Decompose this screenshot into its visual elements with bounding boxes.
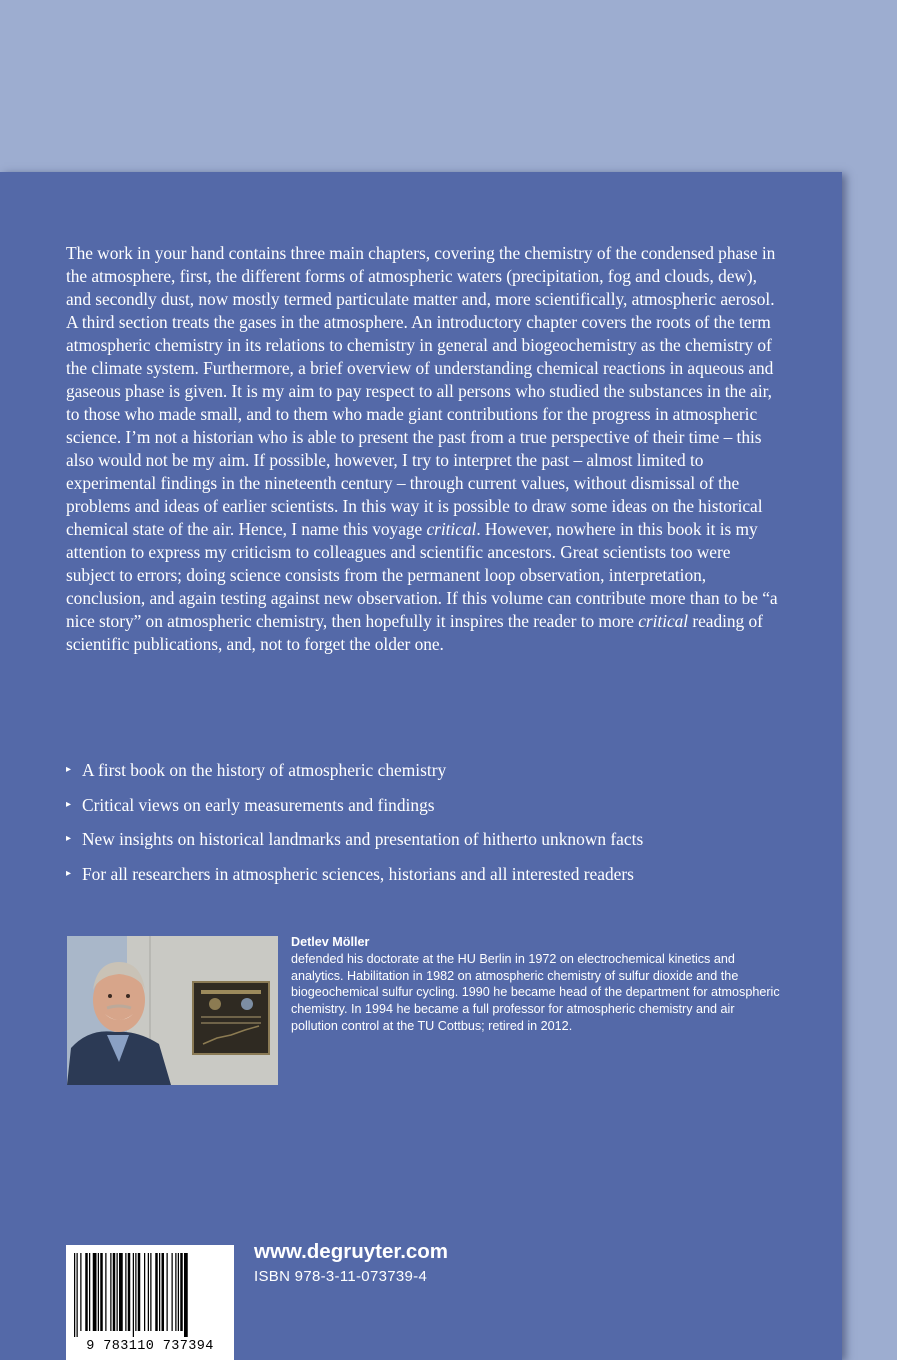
barcode-bar bbox=[172, 1253, 173, 1331]
barcode-bar bbox=[110, 1253, 111, 1331]
barcode-bar bbox=[178, 1253, 179, 1331]
barcode-bar bbox=[100, 1253, 103, 1331]
barcode-bar bbox=[77, 1253, 78, 1337]
barcode-number: 9 783110 737394 bbox=[86, 1339, 214, 1354]
author-name: Detlev Möller bbox=[291, 935, 370, 949]
barcode-bar bbox=[125, 1253, 126, 1331]
barcode-bar bbox=[138, 1253, 141, 1331]
feature-item bbox=[66, 860, 806, 895]
barcode-bar bbox=[133, 1253, 134, 1337]
isbn-text: ISBN 978-3-11-073739-4 bbox=[254, 1268, 428, 1285]
barcode-bar bbox=[113, 1253, 116, 1331]
book-description bbox=[66, 242, 778, 656]
barcode-bars bbox=[74, 1253, 226, 1337]
barcode-bar bbox=[135, 1253, 136, 1331]
barcode-bar bbox=[144, 1253, 145, 1331]
barcode-bar bbox=[85, 1253, 88, 1331]
description-text-3: reading of scientific publications, and, not to forget the older one. bbox=[66, 611, 763, 654]
barcode-bar bbox=[150, 1253, 151, 1331]
barcode-bar bbox=[175, 1253, 176, 1331]
barcode-bar bbox=[117, 1253, 118, 1331]
barcode-bar bbox=[93, 1253, 97, 1331]
barcode-bar bbox=[159, 1253, 160, 1331]
barcode-bar bbox=[162, 1253, 165, 1331]
bullet-triangle-icon: ▸ bbox=[66, 798, 72, 810]
barcode-bar bbox=[128, 1253, 131, 1331]
feature-item-text: Critical views on early measurements and findings bbox=[82, 794, 435, 815]
description-italic-critical-2: critical bbox=[638, 611, 689, 631]
barcode-bar bbox=[98, 1253, 99, 1331]
bullet-triangle-icon: ▸ bbox=[66, 764, 72, 775]
publisher-url[interactable]: www.degruyter.com bbox=[254, 1240, 449, 1263]
feature-item bbox=[66, 791, 806, 826]
barcode-bar bbox=[119, 1253, 123, 1331]
barcode-bar bbox=[74, 1253, 75, 1337]
author-photo bbox=[67, 936, 278, 1085]
description-text-1: The work in your hand contains three main chapters, covering the chemistry of the condensed phase in the atmosphere, first, the different forms of atmospheric waters (precipitation, fog and clouds, dew), and secondly dust, now mostly termed particulate matter and, more scientifically, atmospheric aerosol. A third section treats the gases in the atmosphere. An introductory chapter covers the roots of the term atmospheric chemistry in its relations to chemistry in general and biogeochemistry as the chemistry of the climate system. Furthermore, a brief overview of understanding chemical reactions in aqueous and gaseous phase is given. It is my aim to pay respect to all persons who studied the substances in the air, to those who made small, and to them who made giant contributions for the progress in atmospheric science. I’m not a historian who is able to present the past from a true perspective of their time – this also would not be my aim. If possible, however, I try to interpret the past – almost limited to experimental findings in the nineteenth century – through current values, without dismissal of the problems and ideas of earlier scientists. In this way it is possible to draw some ideas on the historical chemical state of the air. Hence, I name this voyage bbox=[66, 243, 776, 539]
description-italic-critical-1: critical bbox=[426, 519, 477, 539]
feature-item-text: For all researchers in atmospheric sciences, historians and all interested readers bbox=[82, 863, 634, 884]
author-bio-text: defended his doctorate at the HU Berlin in 1972 on electrochemical kinetics and analytics. Habilitation in 1982 on atmospheric chemistry of sulfur dioxide and the biogeochemical sulfur cycling. 1990 he became head of the department for atmospheric chemistry. In 1994 he became a full professor for atmospheric chemistry and air pollution control at the TU Cottbus; retired in 2012. bbox=[291, 951, 780, 1033]
barcode-bar bbox=[155, 1253, 158, 1331]
barcode-bar bbox=[167, 1253, 168, 1331]
bullet-triangle-icon: ▸ bbox=[66, 867, 72, 879]
bullet-triangle-icon: ▸ bbox=[66, 833, 72, 844]
feature-item-text: A first book on the history of atmospheric chemistry bbox=[82, 760, 447, 780]
author-bio bbox=[291, 934, 781, 1035]
description-text-2: . However, nowhere in this book it is my attention to express my criticism to colleagues and scientific ancestors. Great scientists too were subject to errors; doing science consists from the permanent loop observation, interpretation, conclusion, and again testing against new observation. If this volume can contribute more than to be “a nice story” on atmospheric chemistry, then hopefully it inspires the reader to more bbox=[66, 519, 778, 631]
barcode-bar bbox=[105, 1253, 106, 1331]
barcode-bar bbox=[148, 1253, 149, 1331]
feature-item-text: New insights on historical landmarks and presentation of hitherto unknown facts bbox=[82, 829, 644, 849]
feature-item bbox=[66, 756, 806, 791]
feature-item bbox=[66, 825, 806, 860]
barcode-bar bbox=[89, 1253, 90, 1331]
barcode-bar bbox=[184, 1253, 188, 1337]
barcode-bar bbox=[80, 1253, 81, 1331]
barcode-bar bbox=[180, 1253, 183, 1331]
feature-list bbox=[66, 756, 806, 894]
isbn-barcode bbox=[66, 1245, 234, 1360]
